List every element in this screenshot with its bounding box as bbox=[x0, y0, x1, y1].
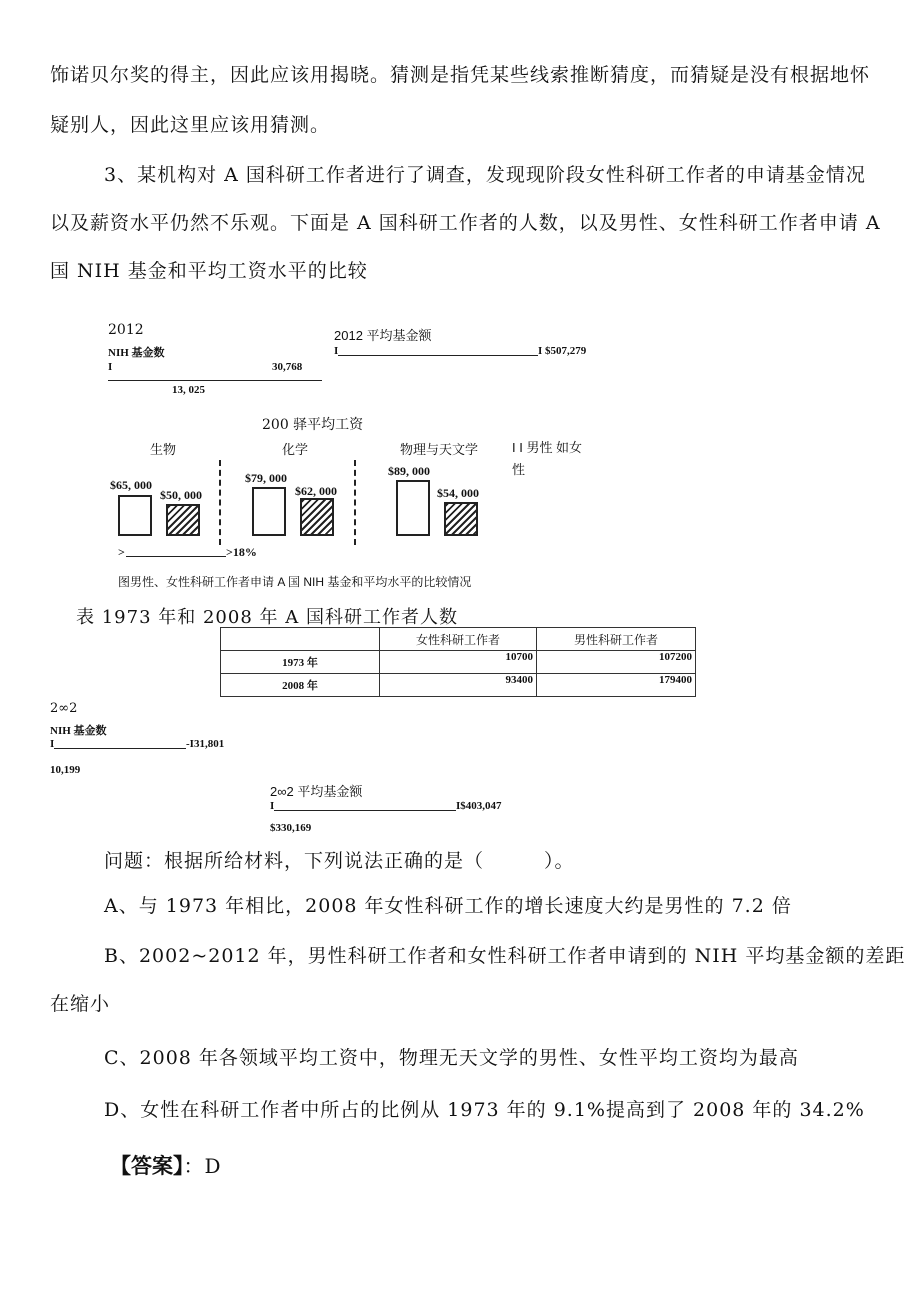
answer bbox=[110, 1150, 222, 1180]
avg-2012-marker: I bbox=[334, 345, 339, 357]
nih-2002-year: 2∞2 bbox=[50, 701, 78, 716]
intro-line-2: 疑别人，因此这里应该用猜测。 bbox=[50, 114, 331, 136]
chemistry-female-value: $62, 000 bbox=[295, 484, 337, 498]
answer-tag: 【答案】 bbox=[110, 1155, 184, 1178]
table-cell-male: 179400 bbox=[537, 674, 696, 697]
chemistry-female-bar bbox=[300, 498, 334, 536]
biology-male-value: $65, 000 bbox=[110, 478, 152, 492]
table-cell-male: 107200 bbox=[537, 651, 696, 674]
question-line-3: 国 NIH 基金和平均工资水平的比较 bbox=[50, 260, 368, 282]
nih-2002-title: NIH 基金数 bbox=[50, 725, 107, 737]
chemistry-male-value: $79, 000 bbox=[245, 471, 287, 485]
option-a: A、与 1973 年相比，2008 年女性科研工作的增长速度大约是男性的 7.2 倍 bbox=[104, 895, 792, 917]
avg-2002-male-value: I$403,047 bbox=[456, 800, 502, 812]
biology-female-bar bbox=[166, 504, 200, 536]
option-b-line-2: 在缩小 bbox=[50, 993, 111, 1015]
physics-female-bar bbox=[444, 502, 478, 536]
avg-2012-bar-line bbox=[338, 355, 538, 356]
nih-2002-marker: I bbox=[50, 738, 55, 750]
nih-2012-marker: I bbox=[108, 361, 113, 373]
arrow-left-mark: > bbox=[118, 545, 125, 559]
table-cell-year: 1973 年 bbox=[221, 651, 380, 674]
option-b-line-1: B、2002~2012 年，男性科研工作者和女性科研工作者申请到的 NIH 平均基金额的差距 bbox=[104, 945, 906, 967]
table-header-male: 男性科研工作者 bbox=[537, 628, 696, 651]
salary-title: 200 驿平均工资 bbox=[262, 417, 364, 433]
option-d: D、女性在科研工作者中所占的比例从 1973 年的 9.1%提高到了 2008 年的 34.2% bbox=[104, 1099, 865, 1121]
biology-male-bar bbox=[118, 495, 152, 536]
table-header-female: 女性科研工作者 bbox=[380, 628, 537, 651]
avg-2002-marker: I bbox=[270, 800, 275, 812]
avg-2012-title: 2012 平均基金额 bbox=[334, 328, 432, 343]
divider-1 bbox=[219, 460, 221, 545]
answer-value: ：D bbox=[183, 1154, 222, 1178]
nih-2002-female-value: 10,199 bbox=[50, 764, 81, 776]
arrow-line bbox=[126, 556, 226, 557]
figure-caption: 图男性、女性科研工作者申请 A 国 NIH 基金和平均水平的比较情况 bbox=[118, 575, 472, 589]
field-label-biology: 生物 bbox=[150, 442, 177, 457]
chemistry-male-bar bbox=[252, 487, 286, 536]
avg-2002-female-value: $330,169 bbox=[270, 822, 312, 834]
field-label-chemistry: 化学 bbox=[282, 442, 309, 457]
biology-female-value: $50, 000 bbox=[160, 488, 202, 502]
nih-2012-title: NIH 基金数 bbox=[108, 347, 165, 359]
physics-male-value: $89, 000 bbox=[388, 464, 430, 478]
nih-2002-bar-line bbox=[54, 748, 186, 749]
legend-line-2: 性 bbox=[512, 462, 526, 477]
avg-2002-bar-line bbox=[274, 810, 456, 811]
table-header-row bbox=[221, 628, 696, 651]
question-line-2: 以及薪资水平仍然不乐观。下面是 A 国科研工作者的人数，以及男性、女性科研工作者申请 A bbox=[50, 212, 881, 234]
intro-line-1: 饰诺贝尔奖的得主，因此应该用揭晓。猜测是指凭某些线索推断猜度，而猜疑是没有根据地怀 bbox=[50, 64, 871, 86]
physics-female-value: $54, 000 bbox=[437, 486, 479, 500]
avg-2012-value: I $507,279 bbox=[538, 345, 587, 357]
nih-2002-male-value: -I31,801 bbox=[186, 738, 225, 750]
table-cell-female: 93400 bbox=[380, 674, 537, 697]
option-c: C、2008 年各领域平均工资中，物理无天文学的男性、女性平均工资均为最高 bbox=[104, 1047, 799, 1069]
physics-male-bar bbox=[396, 480, 430, 536]
divider-2 bbox=[354, 460, 356, 545]
table-header-blank bbox=[221, 628, 380, 651]
nih-2012-bar-line bbox=[108, 380, 322, 381]
legend-line-1: I I 男性 如女 bbox=[512, 440, 583, 455]
table-cell-year: 2008 年 bbox=[221, 674, 380, 697]
table-row bbox=[221, 651, 696, 674]
table-cell-female: 10700 bbox=[380, 651, 537, 674]
arrow-percent: >18% bbox=[226, 545, 257, 559]
nih-2012-year: 2012 bbox=[108, 322, 144, 338]
nih-2012-male-value: 30,768 bbox=[272, 361, 303, 373]
nih-2012-female-value: 13, 025 bbox=[172, 384, 205, 396]
question-line-1: 3、某机构对 A 国科研工作者进行了调查，发现现阶段女性科研工作者的申请基金情况 bbox=[104, 164, 866, 186]
field-label-physics: 物理与天文学 bbox=[400, 442, 479, 457]
researcher-count-table bbox=[220, 627, 696, 697]
table-row bbox=[221, 674, 696, 697]
table-caption: 表 1973 年和 2008 年 A 国科研工作者人数 bbox=[76, 607, 458, 628]
avg-2002-title: 2∞2 平均基金额 bbox=[270, 784, 363, 799]
question-prompt: 问题：根据所给材料，下列说法正确的是（ ）。 bbox=[104, 850, 575, 872]
